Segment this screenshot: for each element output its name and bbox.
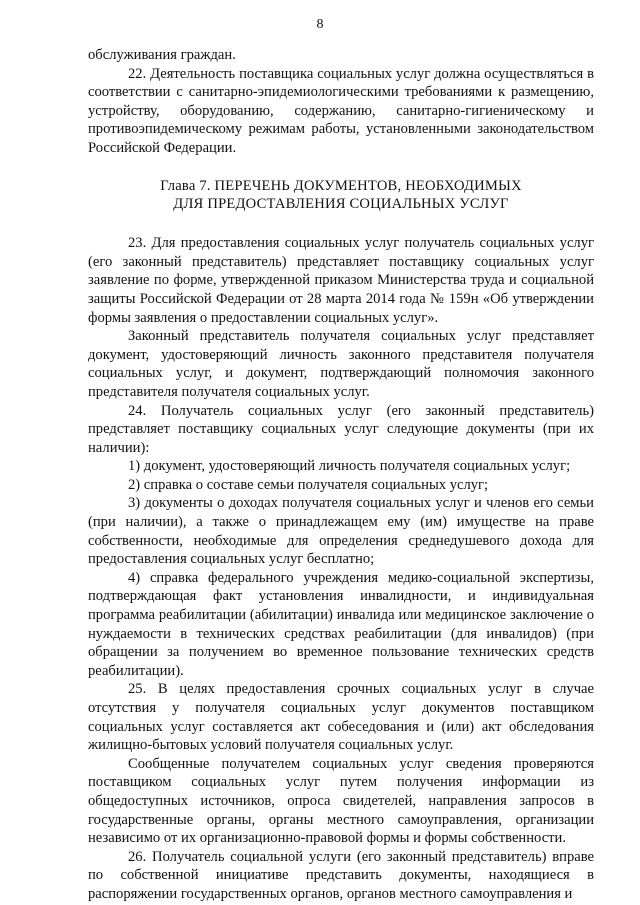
chapter-heading-line-1: Глава 7. ПЕРЕЧЕНЬ ДОКУМЕНТОВ, НЕОБХОДИМЫХ: [160, 177, 522, 194]
list-item: 1) документ, удостоверяющий личность получателя социальных услуг;: [128, 458, 571, 475]
paragraph-24: 24. Получатель социальных услуг (его законный представитель) представляет поставщику социальных услуг следующие документы (при их наличии):: [88, 402, 594, 456]
page-content: [88, 46, 594, 904]
paragraph-25-verification: Сообщенные получателем социальных услуг сведения проверяются поставщиком социальных услуг путем получения информации из общедоступных источников, опроса свидетелей, направления запросов в государственные органы, органы местного самоуправления, организации независимо от их организационно-правовой формы и формы собственности.: [88, 755, 594, 847]
paragraph-23-representative: Законный представитель получателя социальных услуг представляет документ, удостоверяющий личность законного представителя получателя социальных услуг, и документ, подтверждающий полномочия законного представителя получателя социальных услуг.: [88, 328, 594, 400]
paragraph-23: 23. Для предоставления социальных услуг получатель социальных услуг (его законный представитель) представляет поставщику социальных услуг заявление по форме, утвержденной приказом Министерства труда и социальной защиты Российской Федерации от 28 марта 2014 года № 159н «Об утверждении формы заявления о предоставлении социальных услуг».: [88, 235, 594, 326]
paragraph-continuation: обслуживания граждан.: [88, 47, 236, 63]
paragraph-22: 22. Деятельность поставщика социальных услуг должна осуществляться в соответствии с санитарно-эпидемиологическими требованиями к размещению, устройству, оборудованию, содержанию, санитарно-гигиеническому и противоэпидемическому режимам работы, установленными законодательством Российской Федерации.: [88, 65, 594, 156]
page-number: 8: [316, 17, 324, 32]
list-item: 4) справка федерального учреждения медико-социальной экспертизы, подтверждающая факт установления инвалидности, и индивидуальная программа реабилитации (абилитации) инвалида или медицинское заключение о нуждаемости в технических средствах реабилитации (для инвалидов) (при обращении за получением во временное пользование технических средств реабилитации).: [88, 569, 594, 679]
paragraph-25: 25. В целях предоставления срочных социальных услуг в случае отсутствия у получателя социальных услуг документов поставщиком социальных услуг составляется акт собеседования и (или) акт обследования жилищно-бытовых условий получателя социальных услуг.: [88, 681, 594, 754]
list-item: 2) справка о составе семьи получателя социальных услуг;: [128, 476, 489, 493]
chapter-heading-line-2: ДЛЯ ПРЕДОСТАВЛЕНИЯ СОЦИАЛЬНЫХ УСЛУГ: [173, 196, 509, 213]
list-item: 3) документы о доходах получателя социальных услуг и членов его семьи (при наличии), а также о принадлежащем ему (им) имуществе на праве собственности, необходимые для определения среднедушевого дохода для предоставления социальных услуг бесплатно;: [88, 495, 594, 568]
paragraph-26: 26. Получатель социальной услуги (его законный представитель) вправе по собственной инициативе представить документы, находящиеся в распоряжении государственных органов, органов местного самоуправления и: [88, 848, 594, 902]
chapter-heading: [88, 177, 594, 215]
